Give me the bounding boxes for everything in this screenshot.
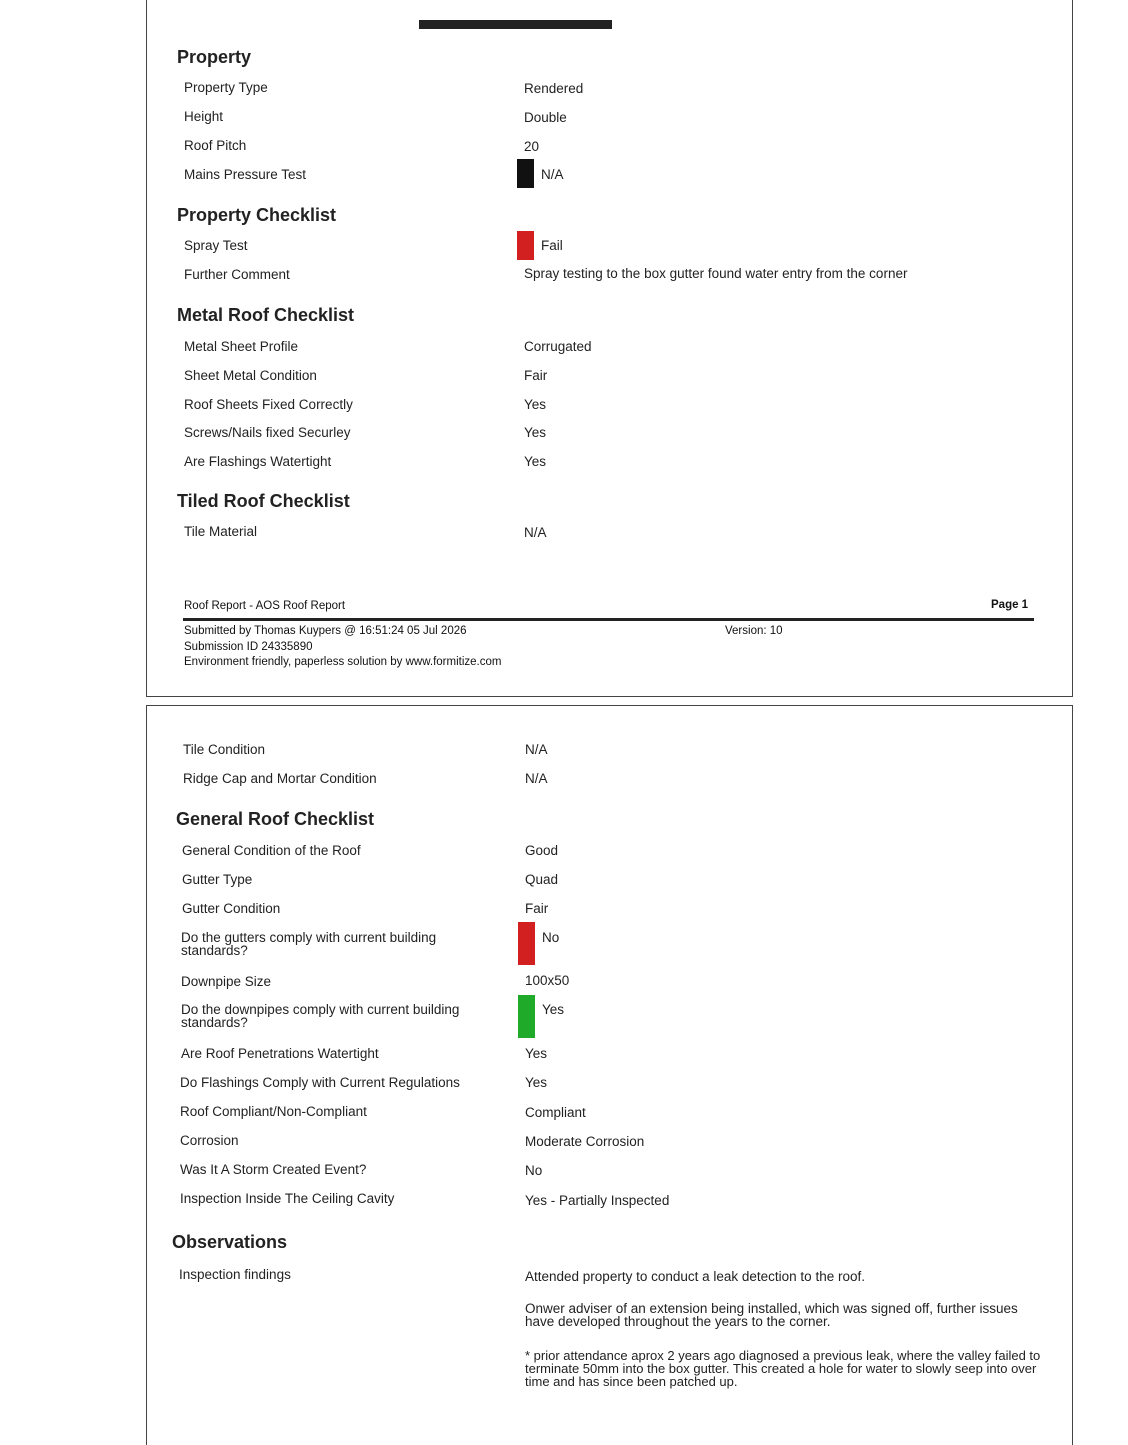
status-swatch-red	[517, 231, 534, 260]
field-label: Metal Sheet Profile	[184, 339, 299, 354]
field-label: Do the downpipes comply with current building standards?	[181, 1002, 460, 1030]
field-value: Corrugated	[524, 339, 592, 354]
field-value: Yes	[524, 454, 547, 469]
field-value: Double	[524, 110, 567, 125]
footer-page-number: Page 1	[991, 599, 1029, 611]
header-bar	[419, 20, 612, 29]
field-label: Do the gutters comply with current building standards?	[181, 930, 437, 958]
field-value: Fair	[524, 368, 548, 383]
field-label: Further Comment	[184, 267, 290, 282]
field-value: Yes	[524, 425, 547, 440]
observation-paragraph: Attended property to conduct a leak detection to the roof.	[525, 1269, 865, 1284]
section-heading-general-roof: General Roof Checklist	[176, 809, 375, 829]
field-value: 100x50	[525, 973, 570, 988]
field-value: Fair	[525, 901, 549, 916]
field-value: Compliant	[525, 1105, 586, 1120]
field-value: N/A	[525, 742, 548, 757]
field-value: Yes	[524, 397, 547, 412]
field-value: Yes	[525, 1046, 548, 1061]
field-label: Downpipe Size	[181, 974, 272, 989]
section-heading-tiled-roof: Tiled Roof Checklist	[177, 491, 350, 511]
section-heading-observations: Observations	[172, 1232, 288, 1252]
field-value: No	[525, 1163, 543, 1178]
footer-divider	[183, 618, 1034, 621]
section-heading-metal-roof: Metal Roof Checklist	[177, 305, 355, 325]
footer-version: Version: 10	[725, 625, 783, 637]
field-label: Sheet Metal Condition	[184, 368, 317, 383]
status-swatch-red	[518, 922, 535, 965]
field-value: N/A	[525, 771, 548, 786]
field-label: Are Flashings Watertight	[184, 454, 332, 469]
field-value: N/A	[541, 167, 564, 182]
field-value: 20	[524, 139, 540, 154]
field-label: Roof Sheets Fixed Correctly	[184, 397, 353, 412]
field-value: Quad	[525, 872, 559, 887]
field-label: Tile Material	[184, 524, 258, 539]
footer-submitted: Submitted by Thomas Kuypers @ 16:51:24 05 Jul 2026	[184, 625, 467, 637]
field-label: Gutter Condition	[182, 901, 281, 916]
field-label: Ridge Cap and Mortar Condition	[183, 771, 377, 786]
status-swatch-green	[518, 995, 535, 1038]
field-value: Yes	[542, 1002, 565, 1017]
field-label: Inspection findings	[179, 1267, 291, 1282]
field-value: Yes	[525, 1075, 548, 1090]
field-label: Spray Test	[184, 238, 248, 253]
field-value: Spray testing to the box gutter found water entry from the corner	[524, 266, 908, 281]
field-value: Yes - Partially Inspected	[525, 1193, 670, 1208]
field-label: Roof Compliant/Non-Compliant	[180, 1104, 367, 1119]
observation-paragraph: Onwer adviser of an extension being installed, which was signed off, further issues have developed throughout the years to the corner.	[525, 1301, 1018, 1329]
section-heading-property: Property	[177, 47, 252, 67]
field-value: Fail	[541, 238, 563, 253]
field-value: N/A	[524, 525, 547, 540]
field-label: Roof Pitch	[184, 138, 247, 153]
footer-report-title: Roof Report - AOS Roof Report	[184, 600, 346, 612]
field-value: Rendered	[524, 81, 584, 96]
footer-environment: Environment friendly, paperless solution by www.formitize.com	[184, 656, 502, 668]
status-swatch-black	[517, 159, 534, 188]
footer-submission-id: Submission ID 24335890	[184, 641, 313, 653]
field-label: Inspection Inside The Ceiling Cavity	[180, 1191, 395, 1206]
observation-paragraph: * prior attendance aprox 2 years ago diagnosed a previous leak, where the valley failed to terminate 50mm into the box gutter. This created a hole for water to slowly seep into over time and has since been patched up.	[525, 1348, 1041, 1389]
field-label: Are Roof Penetrations Watertight	[181, 1046, 379, 1061]
field-value: No	[542, 930, 560, 945]
field-label: Gutter Type	[182, 872, 253, 887]
section-heading-property-checklist: Property Checklist	[177, 205, 337, 225]
field-label: Mains Pressure Test	[184, 167, 307, 182]
field-label: Tile Condition	[183, 742, 266, 757]
field-label: Property Type	[184, 80, 268, 95]
field-label: Was It A Storm Created Event?	[180, 1162, 367, 1177]
field-label: Height	[184, 109, 224, 124]
field-label: Screws/Nails fixed Securley	[184, 425, 351, 440]
field-label: Do Flashings Comply with Current Regulations	[180, 1075, 460, 1090]
field-value: Moderate Corrosion	[525, 1134, 645, 1149]
field-label: General Condition of the Roof	[182, 843, 361, 858]
field-label: Corrosion	[180, 1133, 239, 1148]
field-value: Good	[525, 843, 559, 858]
